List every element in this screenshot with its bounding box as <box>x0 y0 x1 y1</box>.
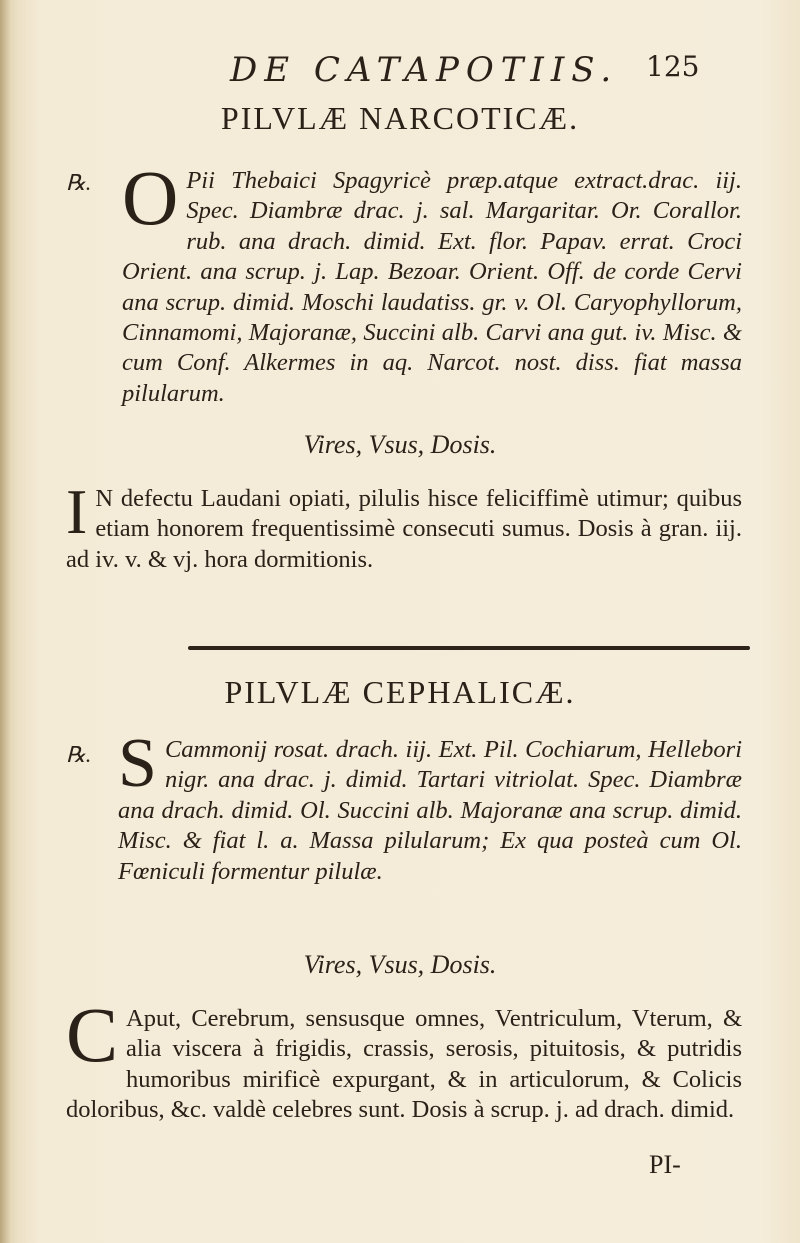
subhead-vires-1: Vires, Vsus, Dosis. <box>303 430 497 459</box>
recipe-sign: ℞. <box>66 170 92 195</box>
catchword: PI- <box>649 1150 681 1179</box>
recipe-cephalicae-text: Cammonij rosat. drach. iij. Ext. Pil. Cochiarum, Hellebori nigr. ana drac. j. dimid. Tartari vitriolat. Spec. Diambræ ana drach. dimid. Ol. Succini alb. Majoranæ ana scrup. dimid. Misc. & fiat l. a. Massa pilularum; Ex qua posteà cum Ol. Fœniculi formentur pilulæ. <box>118 736 742 885</box>
subhead-vires-2: Vires, Vsus, Dosis. <box>303 950 497 979</box>
page-number: 125 <box>646 50 700 83</box>
recipe-narcoticae-text: Pii Thebaici Spagyricè præp.atque extract.drac. iij. Spec. Diambræ drac. j. sal. Margaritar. Or. Corallor. rub. ana drach. dimid. Ext. flor. Papav. errat. Croci Orient. ana scrup. j. Lap. Bezoar. Orient. Off. de corde Cervi ana scrup. dimid. Moschi laudatiss. gr. v. Ol. Caryophyllorum, Cinnamomi, Majoranæ, Succini alb. Carvi ana gut. iv. Misc. & cum Conf. Alkermes in aq. Narcot. nost. diss. fiat massa pilularum. <box>122 167 742 407</box>
usage-narcoticae-text: N defectu Laudani opiati, pilulis hisce feliciffimè utimur; quibus etiam honorem frequentissimè consecuti sumus. Dosis à gran. iij. ad iv. v. & vj. hora dormitionis. <box>66 485 742 573</box>
section-title-narcoticae: PILVLÆ NARCOTICÆ. <box>220 100 580 136</box>
usage-cephalicae-text: Aput, Cerebrum, sensusque omnes, Ventriculum, Vterum, & alia viscera à frigidis, crassis, serosis, pituitosis, & putridis humoribus mirificè expurgant, & in articulorum, & Colicis doloribus, &c. valdè celebres sunt. Dosis à scrup. j. ad drach. dimid. <box>66 1005 742 1124</box>
section-title-cephalicae: PILVLÆ CEPHALICÆ. <box>224 674 576 710</box>
dropcap-o: O <box>122 154 179 241</box>
dropcap-i: I <box>66 476 88 547</box>
recipe-cephalicae <box>118 725 742 887</box>
running-head: DE CATAPOTIIS. <box>230 50 619 90</box>
recipe-sign-2: ℞. <box>66 742 92 767</box>
dropcap-s: S <box>118 725 157 802</box>
usage-narcoticae <box>66 476 742 575</box>
page-gutter <box>0 0 10 1243</box>
dropcap-c: C <box>66 991 119 1078</box>
section-divider <box>188 646 750 650</box>
recipe-narcoticae <box>122 154 742 409</box>
usage-cephalicae <box>66 991 742 1126</box>
